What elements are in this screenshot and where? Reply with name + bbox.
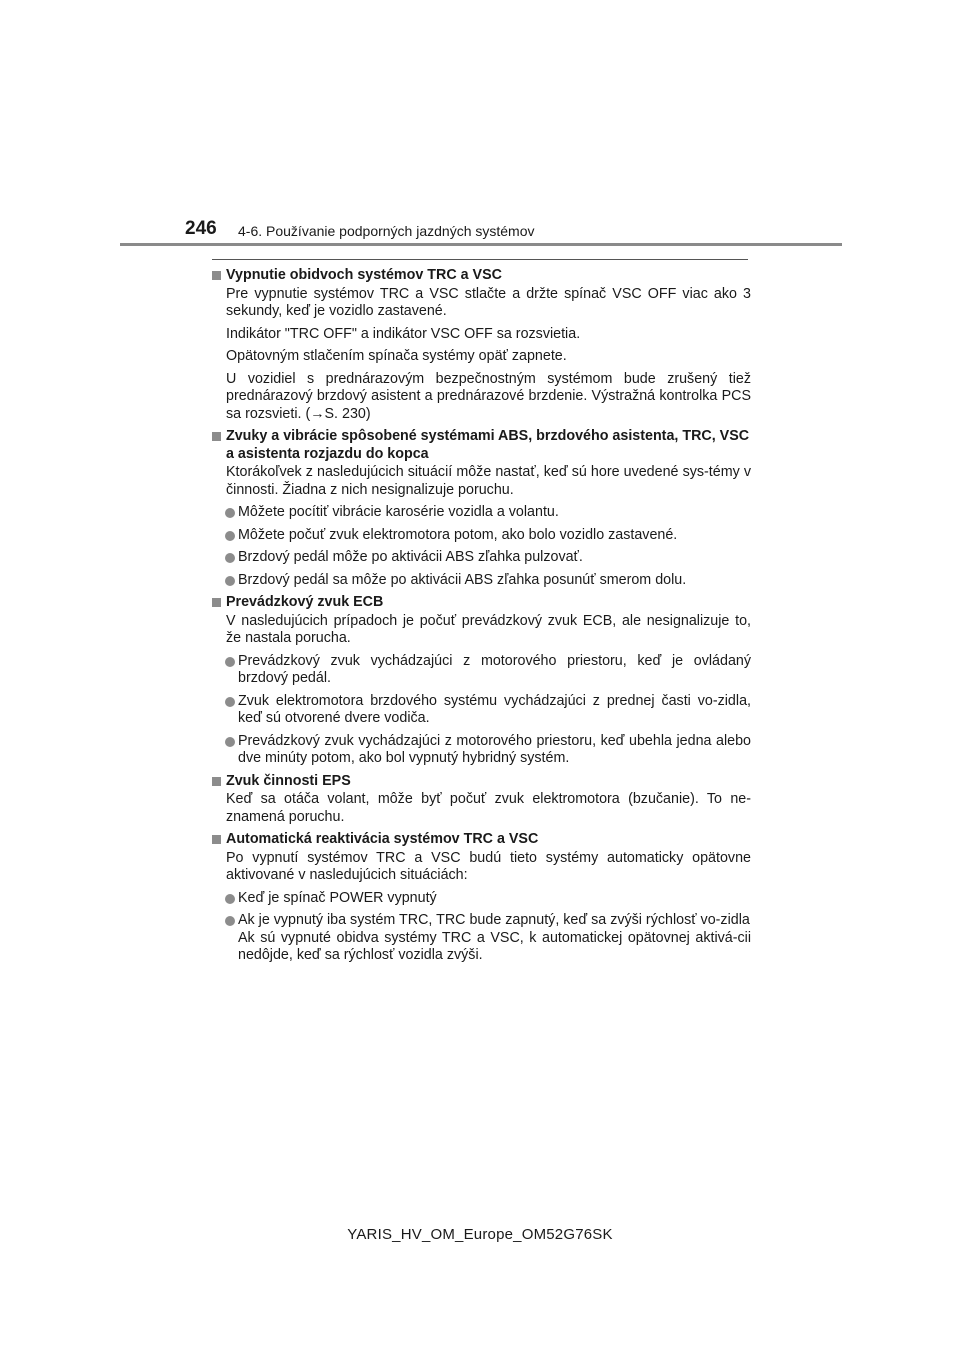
section-auto-reactivation	[211, 831, 751, 965]
circle-bullet-icon	[225, 576, 235, 586]
section-title-text: Vypnutie obidvoch systémov TRC a VSC	[226, 267, 502, 283]
section-ecb-sound	[211, 594, 751, 768]
section-title	[211, 594, 751, 612]
circle-bullet-icon	[225, 894, 235, 904]
chapter-title: 4-6. Používanie podporných jazdných systémov	[238, 223, 535, 239]
page-number: 246	[185, 218, 217, 239]
header-rule	[120, 243, 842, 246]
section-sounds-vibrations	[211, 428, 751, 589]
list-item	[238, 549, 751, 567]
list-item	[238, 504, 751, 522]
circle-bullet-icon	[225, 737, 235, 747]
list-item	[238, 912, 751, 965]
list-item-text: Môžete počuť zvuk elektromotora potom, ako bolo vozidlo zastavené.	[238, 526, 678, 543]
section-eps-sound	[211, 773, 751, 827]
content-rule	[212, 259, 748, 260]
list-item-text: Brzdový pedál môže po aktivácii ABS zľahka pulzovať.	[238, 549, 583, 565]
paragraph: Ktorákoľvek z nasledujúcich situácií môže nastať, keď sú hore uvedené sys-témy v činnosti. Žiadna z nich nesignalizuje poruchu.	[226, 464, 751, 498]
paragraph: Opätovným stlačením spínača systémy opäť zapnete.	[226, 348, 567, 364]
square-bullet-icon	[212, 432, 221, 441]
circle-bullet-icon	[225, 531, 235, 541]
paragraph: U vozidiel s prednárazovým bezpečnostným systémom bude zrušený tiež prednárazový brzdový asistent a prednárazové brzdenie. Výstražná kontrolka PCS sa rozsvieti. (→S. 230)	[226, 370, 751, 422]
section-title-text: Prevádzkový zvuk ECB	[226, 594, 384, 610]
list-item	[238, 527, 751, 545]
section-title	[211, 428, 751, 463]
circle-bullet-icon	[225, 657, 235, 667]
paragraph: Indikátor "TRC OFF" a indikátor VSC OFF sa rozsvietia.	[226, 325, 581, 342]
list-item-text: Prevádzkový zvuk vychádzajúci z motorového priestoru, keď je ovládaný brzdový pedál.	[238, 652, 751, 686]
square-bullet-icon	[212, 598, 221, 607]
circle-bullet-icon	[225, 916, 235, 926]
paragraph: V nasledujúcich prípadoch je počuť prevádzkový zvuk ECB, ale nesignalizuje to, že nastala porucha.	[226, 612, 751, 646]
section-title	[211, 267, 751, 285]
list-item	[238, 693, 751, 728]
footer-doc-id: YARIS_HV_OM_Europe_OM52G76SK	[347, 1226, 613, 1243]
square-bullet-icon	[212, 271, 221, 280]
list-item	[238, 733, 751, 768]
section-title-text: Zvuk činnosti EPS	[226, 772, 351, 789]
section-trc-vsc-off	[211, 267, 751, 423]
circle-bullet-icon	[225, 508, 235, 518]
section-title-text: Automatická reaktivácia systémov TRC a VSC	[226, 831, 539, 847]
circle-bullet-icon	[225, 553, 235, 563]
section-title	[211, 831, 751, 849]
list-item	[238, 653, 751, 688]
paragraph: Keď sa otáča volant, môže byť počuť zvuk elektromotora (bzučanie). To ne-znamená poruchu.	[226, 791, 751, 825]
list-item-text: Zvuk elektromotora brzdového systému vychádzajúci z prednej časti vo-zidla, keď sú otvorené dvere vodiča.	[238, 692, 751, 726]
square-bullet-icon	[212, 835, 221, 844]
square-bullet-icon	[212, 777, 221, 786]
main-content	[211, 267, 751, 970]
section-title-text: Zvuky a vibrácie spôsobené systémami ABS, brzdového asistenta, TRC, VSC a asistenta rozjazdu do kopca	[226, 428, 750, 462]
list-item-text: Môžete pocítiť vibrácie karosérie vozidla a volantu.	[238, 504, 559, 520]
list-item	[238, 890, 751, 908]
list-item-text: Prevádzkový zvuk vychádzajúci z motorového priestoru, keď ubehla jedna alebo dve minúty potom, ako bol vypnutý hybridný systém.	[238, 732, 751, 766]
list-item-text: Ak je vypnutý iba systém TRC, TRC bude zapnutý, keď sa zvýši rýchlosť vo-zidla Ak sú vypnuté obidva systémy TRC a VSC, k automatickej opätovnej aktivá-cii nedôjde, keď sa rýchlosť vozidla zvýši.	[238, 912, 751, 963]
paragraph: Po vypnutí systémov TRC a VSC budú tieto systémy automaticky opätovne aktivované v nasledujúcich situáciách:	[226, 849, 751, 883]
paragraph: Pre vypnutie systémov TRC a VSC stlačte a držte spínač VSC OFF viac ako 3 sekundy, keď je vozidlo zastavené.	[226, 285, 751, 319]
list-item-text: Keď je spínač POWER vypnutý	[238, 889, 437, 906]
section-title	[211, 773, 751, 791]
circle-bullet-icon	[225, 697, 235, 707]
list-item	[238, 572, 751, 590]
list-item-text: Brzdový pedál sa môže po aktivácii ABS zľahka posunúť smerom dolu.	[238, 571, 687, 588]
